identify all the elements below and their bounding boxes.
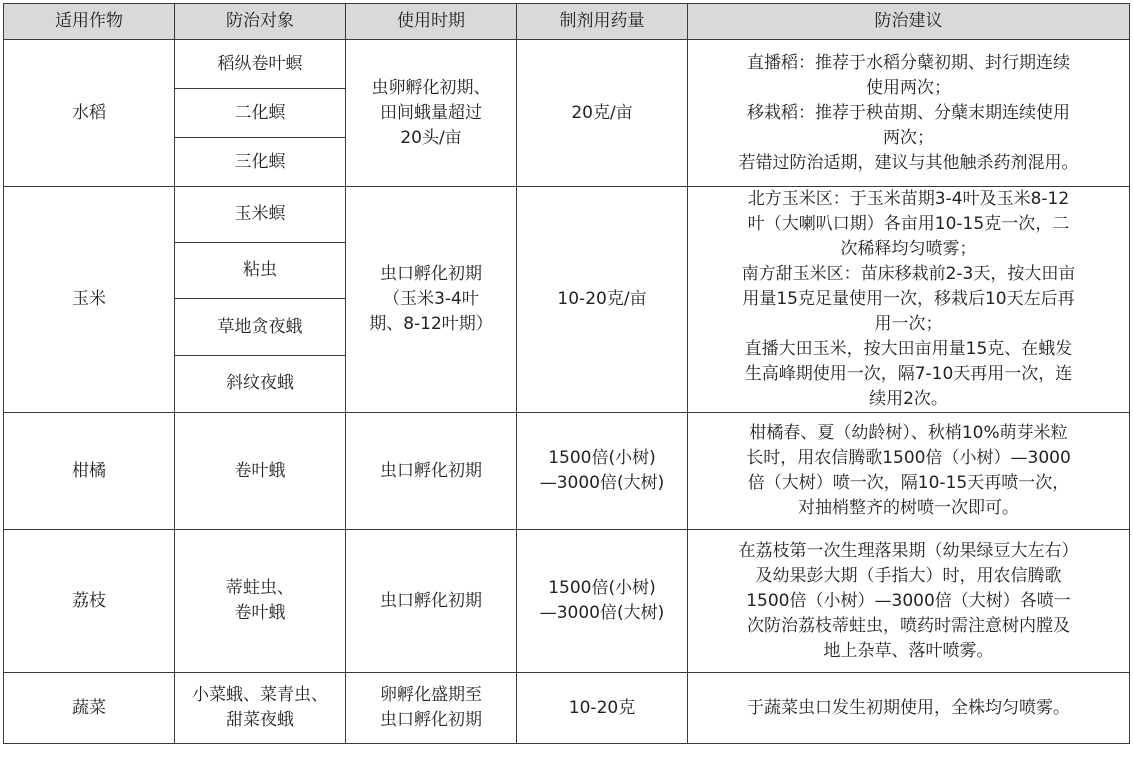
target-cell: 小菜蛾、菜青虫、 甜菜夜蛾 xyxy=(175,673,346,744)
period-cell: 虫口孵化初期 xyxy=(346,530,517,673)
header-period: 使用时期 xyxy=(346,4,517,40)
pesticide-usage-table xyxy=(3,3,1130,744)
period-cell: 卵孵化盛期至 虫口孵化初期 xyxy=(346,673,517,744)
crop-cell: 蔬菜 xyxy=(4,673,175,744)
table-row xyxy=(4,187,1130,243)
dosage-cell: 1500倍(小树) —3000倍(大树) xyxy=(517,413,688,530)
advice-cell: 在荔枝第一次生理落果期（幼果绿豆大左右） 及幼果彭大期（手指大）时，用农信腾歌 1500倍（小树）—3000倍（大树）各喷一 次防治荔枝蒂蛀虫，喷药时需注意树内膛及 地上杂草、落叶喷雾。 xyxy=(688,530,1130,673)
table-row xyxy=(4,530,1130,673)
advice-cell: 北方玉米区：于玉米苗期3-4叶及玉米8-12 叶（大喇叭口期）各亩用10-15克一次，二 次稀释均匀喷雾； 南方甜玉米区：苗床移栽前2-3天，按大田亩 用量15克足量使用一次，移栽后10天左后再 用一次； 直播大田玉米，按大田亩用量15克、在蛾发 生高峰期使用一次，隔7-10天再用一次，连 续用2次。 xyxy=(688,187,1130,413)
advice-cell: 于蔬菜虫口发生初期使用，全株均匀喷雾。 xyxy=(688,673,1130,744)
header-advice: 防治建议 xyxy=(688,4,1130,40)
crop-cell: 玉米 xyxy=(4,187,175,413)
period-cell: 虫口孵化初期 xyxy=(346,413,517,530)
table-row xyxy=(4,40,1130,89)
target-cell: 卷叶蛾 xyxy=(175,413,346,530)
advice-cell: 柑橘春、夏（幼龄树）、秋梢10%萌芽米粒 长时，用农信腾歌1500倍（小树）—3000 倍（大树）喷一次，隔10-15天再喷一次， 对抽梢整齐的树喷一次即可。 xyxy=(688,413,1130,530)
table-row xyxy=(4,413,1130,530)
dosage-cell: 20克/亩 xyxy=(517,40,688,187)
target-cell: 三化螟 xyxy=(175,138,346,187)
crop-cell: 水稻 xyxy=(4,40,175,187)
dosage-cell: 10-20克/亩 xyxy=(517,187,688,413)
table-row xyxy=(4,673,1130,744)
header-dosage: 制剂用药量 xyxy=(517,4,688,40)
period-cell: 虫口孵化初期 （玉米3-4叶 期、8-12叶期） xyxy=(346,187,517,413)
target-cell: 粘虫 xyxy=(175,243,346,299)
header-row xyxy=(4,4,1130,40)
target-cell: 草地贪夜蛾 xyxy=(175,299,346,355)
dosage-cell: 10-20克 xyxy=(517,673,688,744)
target-cell: 斜纹夜蛾 xyxy=(175,355,346,412)
header-target: 防治对象 xyxy=(175,4,346,40)
target-cell: 二化螟 xyxy=(175,89,346,138)
header-crop: 适用作物 xyxy=(4,4,175,40)
crop-cell: 荔枝 xyxy=(4,530,175,673)
advice-cell: 直播稻：推荐于水稻分蘖初期、封行期连续 使用两次； 移栽稻：推荐于秧苗期、分蘖末期连续使用 两次； 若错过防治适期，建议与其他触杀药剂混用。 xyxy=(688,40,1130,187)
target-cell: 玉米螟 xyxy=(175,187,346,243)
target-cell: 稻纵卷叶螟 xyxy=(175,40,346,89)
crop-cell: 柑橘 xyxy=(4,413,175,530)
period-cell: 虫卵孵化初期、 田间蛾量超过 20头/亩 xyxy=(346,40,517,187)
dosage-cell: 1500倍(小树) —3000倍(大树) xyxy=(517,530,688,673)
target-cell: 蒂蛀虫、 卷叶蛾 xyxy=(175,530,346,673)
